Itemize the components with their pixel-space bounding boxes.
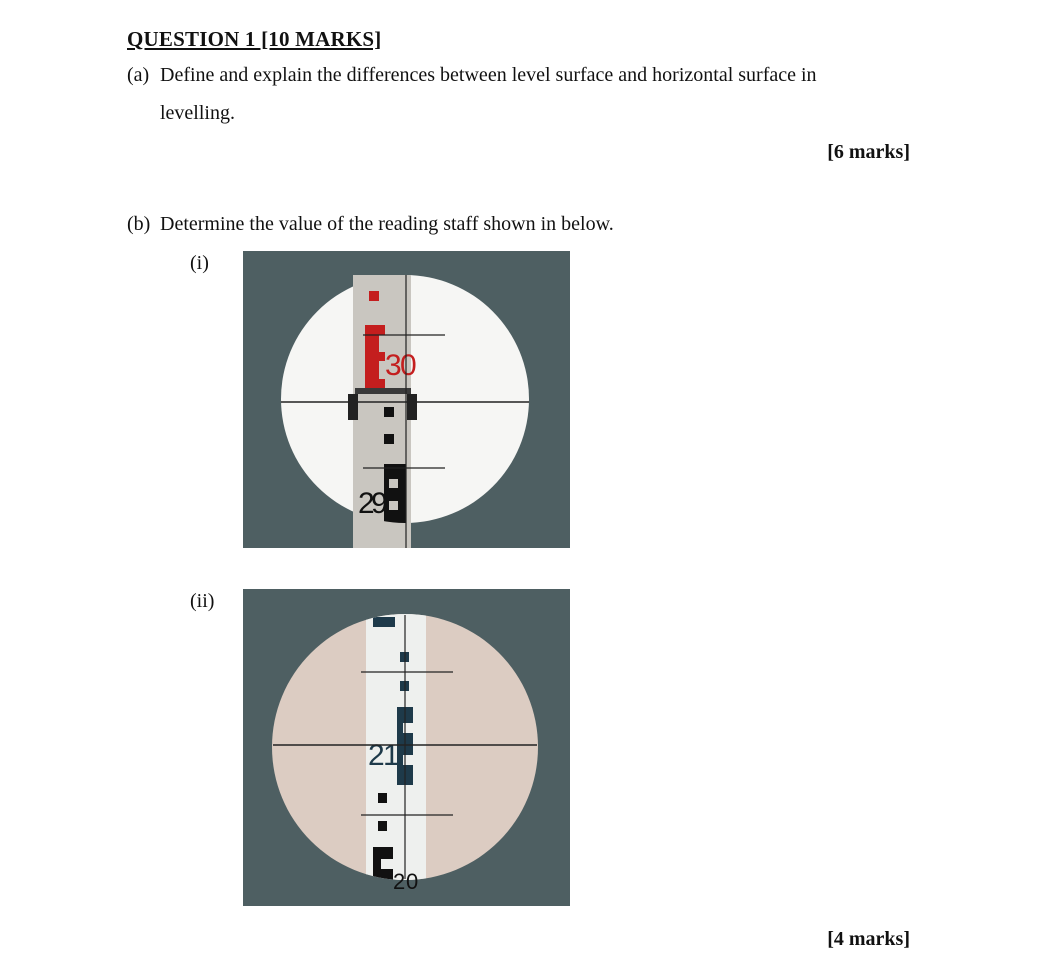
part-b-label: (b) (127, 213, 151, 235)
part-a-line2: levelling. (160, 102, 235, 124)
staff-label-lower-ii: 2 (393, 869, 406, 894)
question-title: QUESTION 1 [10 MARKS] (127, 27, 382, 51)
staff-label-upper-ii: 2 (368, 739, 385, 772)
staff-label-lower-i: 2 (358, 487, 375, 520)
staff-label-lower-b-i: 9 (371, 487, 388, 520)
part-b-question: Determine the value of the reading staff shown in below. (160, 213, 614, 235)
part-a-label: (a) (127, 64, 150, 86)
staff-label-lower-b-ii: 0 (406, 869, 419, 894)
part-a-marks: [6 marks] (827, 141, 910, 163)
staff-view-i (243, 251, 570, 548)
part-a-text (127, 56, 912, 132)
part-a-line1: Define and explain the differences between level surface and horizontal surface in (160, 64, 817, 86)
staff-label-upper-b-ii: 1 (383, 739, 400, 772)
staff-view-ii (243, 589, 570, 906)
part-b-text (127, 209, 912, 239)
staff-label-upper-i: 3 (385, 349, 402, 382)
part-b-marks: [4 marks] (827, 928, 910, 950)
staff-label-upper-b-i: 0 (400, 349, 417, 382)
sub-i-label: (i) (190, 252, 209, 274)
sub-ii-label: (ii) (190, 590, 215, 612)
